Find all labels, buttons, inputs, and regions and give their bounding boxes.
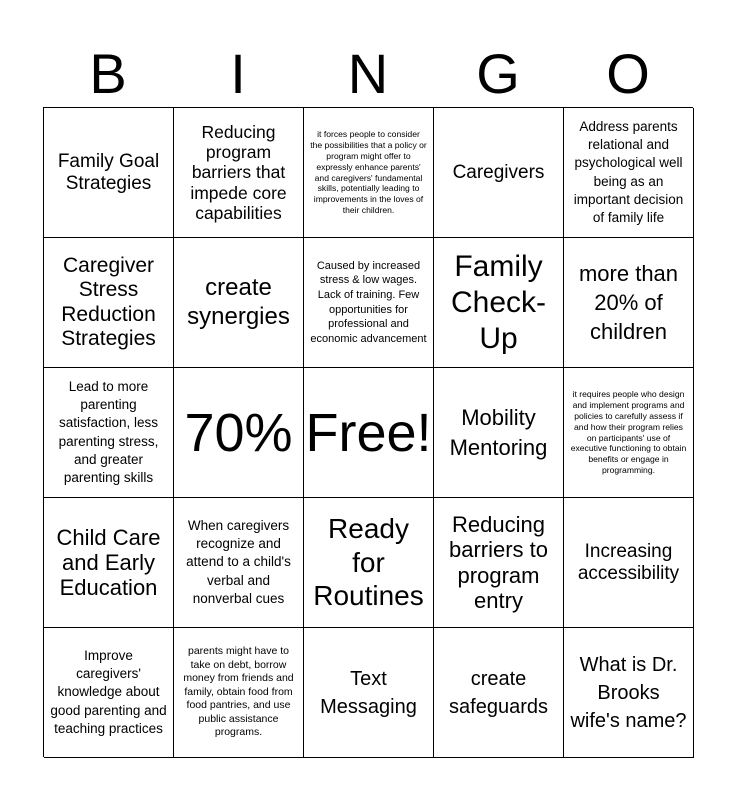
bingo-cell-r1c3: it forces people to consider the possibilities that a policy or program might offer to expressly enhance parents' and caregivers' fundamental skills, potentially leading to improvements in the loves of their children.	[304, 108, 434, 238]
bingo-grid	[43, 107, 693, 757]
header-letter-b: B	[89, 42, 127, 105]
bingo-cell-r4c5: Increasing accessibility	[564, 498, 694, 628]
bingo-cell-r1c4: Caregivers	[434, 108, 564, 238]
header-letter-i: I	[230, 42, 246, 105]
bingo-header	[43, 40, 693, 108]
bingo-cell-r3c5: it requires people who design and implement programs and policies to carefully assess if and how their program relies on participants' use of executive functioning to obtain benefits or engage in programming.	[564, 368, 694, 498]
bingo-cell-r4c1: Child Care and Early Education	[44, 498, 174, 628]
bingo-cell-r2c5: more than 20% of children	[564, 238, 694, 368]
bingo-cell-r3c2: 70%	[174, 368, 304, 498]
bingo-cell-r4c4: Reducing barriers to program entry	[434, 498, 564, 628]
bingo-cell-r1c5: Address parents relational and psychological well being as an important decision of family life	[564, 108, 694, 238]
bingo-cell-r3c4: Mobility Mentoring	[434, 368, 564, 498]
bingo-cell-r2c2: create synergies	[174, 238, 304, 368]
bingo-cell-r5c2: parents might have to take on debt, borrow money from friends and family, obtain food from food pantries, and use public assistance programs.	[174, 628, 304, 758]
bingo-cell-r4c2: When caregivers recognize and attend to a child's verbal and nonverbal cues	[174, 498, 304, 628]
bingo-cell-r5c3: Text Messaging	[304, 628, 434, 758]
header-letter-n: N	[347, 42, 389, 105]
bingo-cell-r2c3: Caused by increased stress & low wages. Lack of training. Few opportunities for professional and economic advancement	[304, 238, 434, 368]
bingo-cell-free: Free!	[304, 368, 434, 498]
header-letter-o: O	[606, 42, 650, 105]
bingo-cell-r5c1: Improve caregivers' knowledge about good parenting and teaching practices	[44, 628, 174, 758]
bingo-cell-r1c2: Reducing program barriers that impede core capabilities	[174, 108, 304, 238]
bingo-cell-r5c4: create safeguards	[434, 628, 564, 758]
header-letter-g: G	[476, 42, 520, 105]
bingo-cell-r5c5: What is Dr. Brooks wife's name?	[564, 628, 694, 758]
bingo-cell-r4c3: Ready for Routines	[304, 498, 434, 628]
bingo-cell-r1c1: Family Goal Strategies	[44, 108, 174, 238]
bingo-cell-r3c1: Lead to more parenting satisfaction, less parenting stress, and greater parenting skills	[44, 368, 174, 498]
bingo-cell-r2c4: Family Check-Up	[434, 238, 564, 368]
bingo-cell-r2c1: Caregiver Stress Reduction Strategies	[44, 238, 174, 368]
